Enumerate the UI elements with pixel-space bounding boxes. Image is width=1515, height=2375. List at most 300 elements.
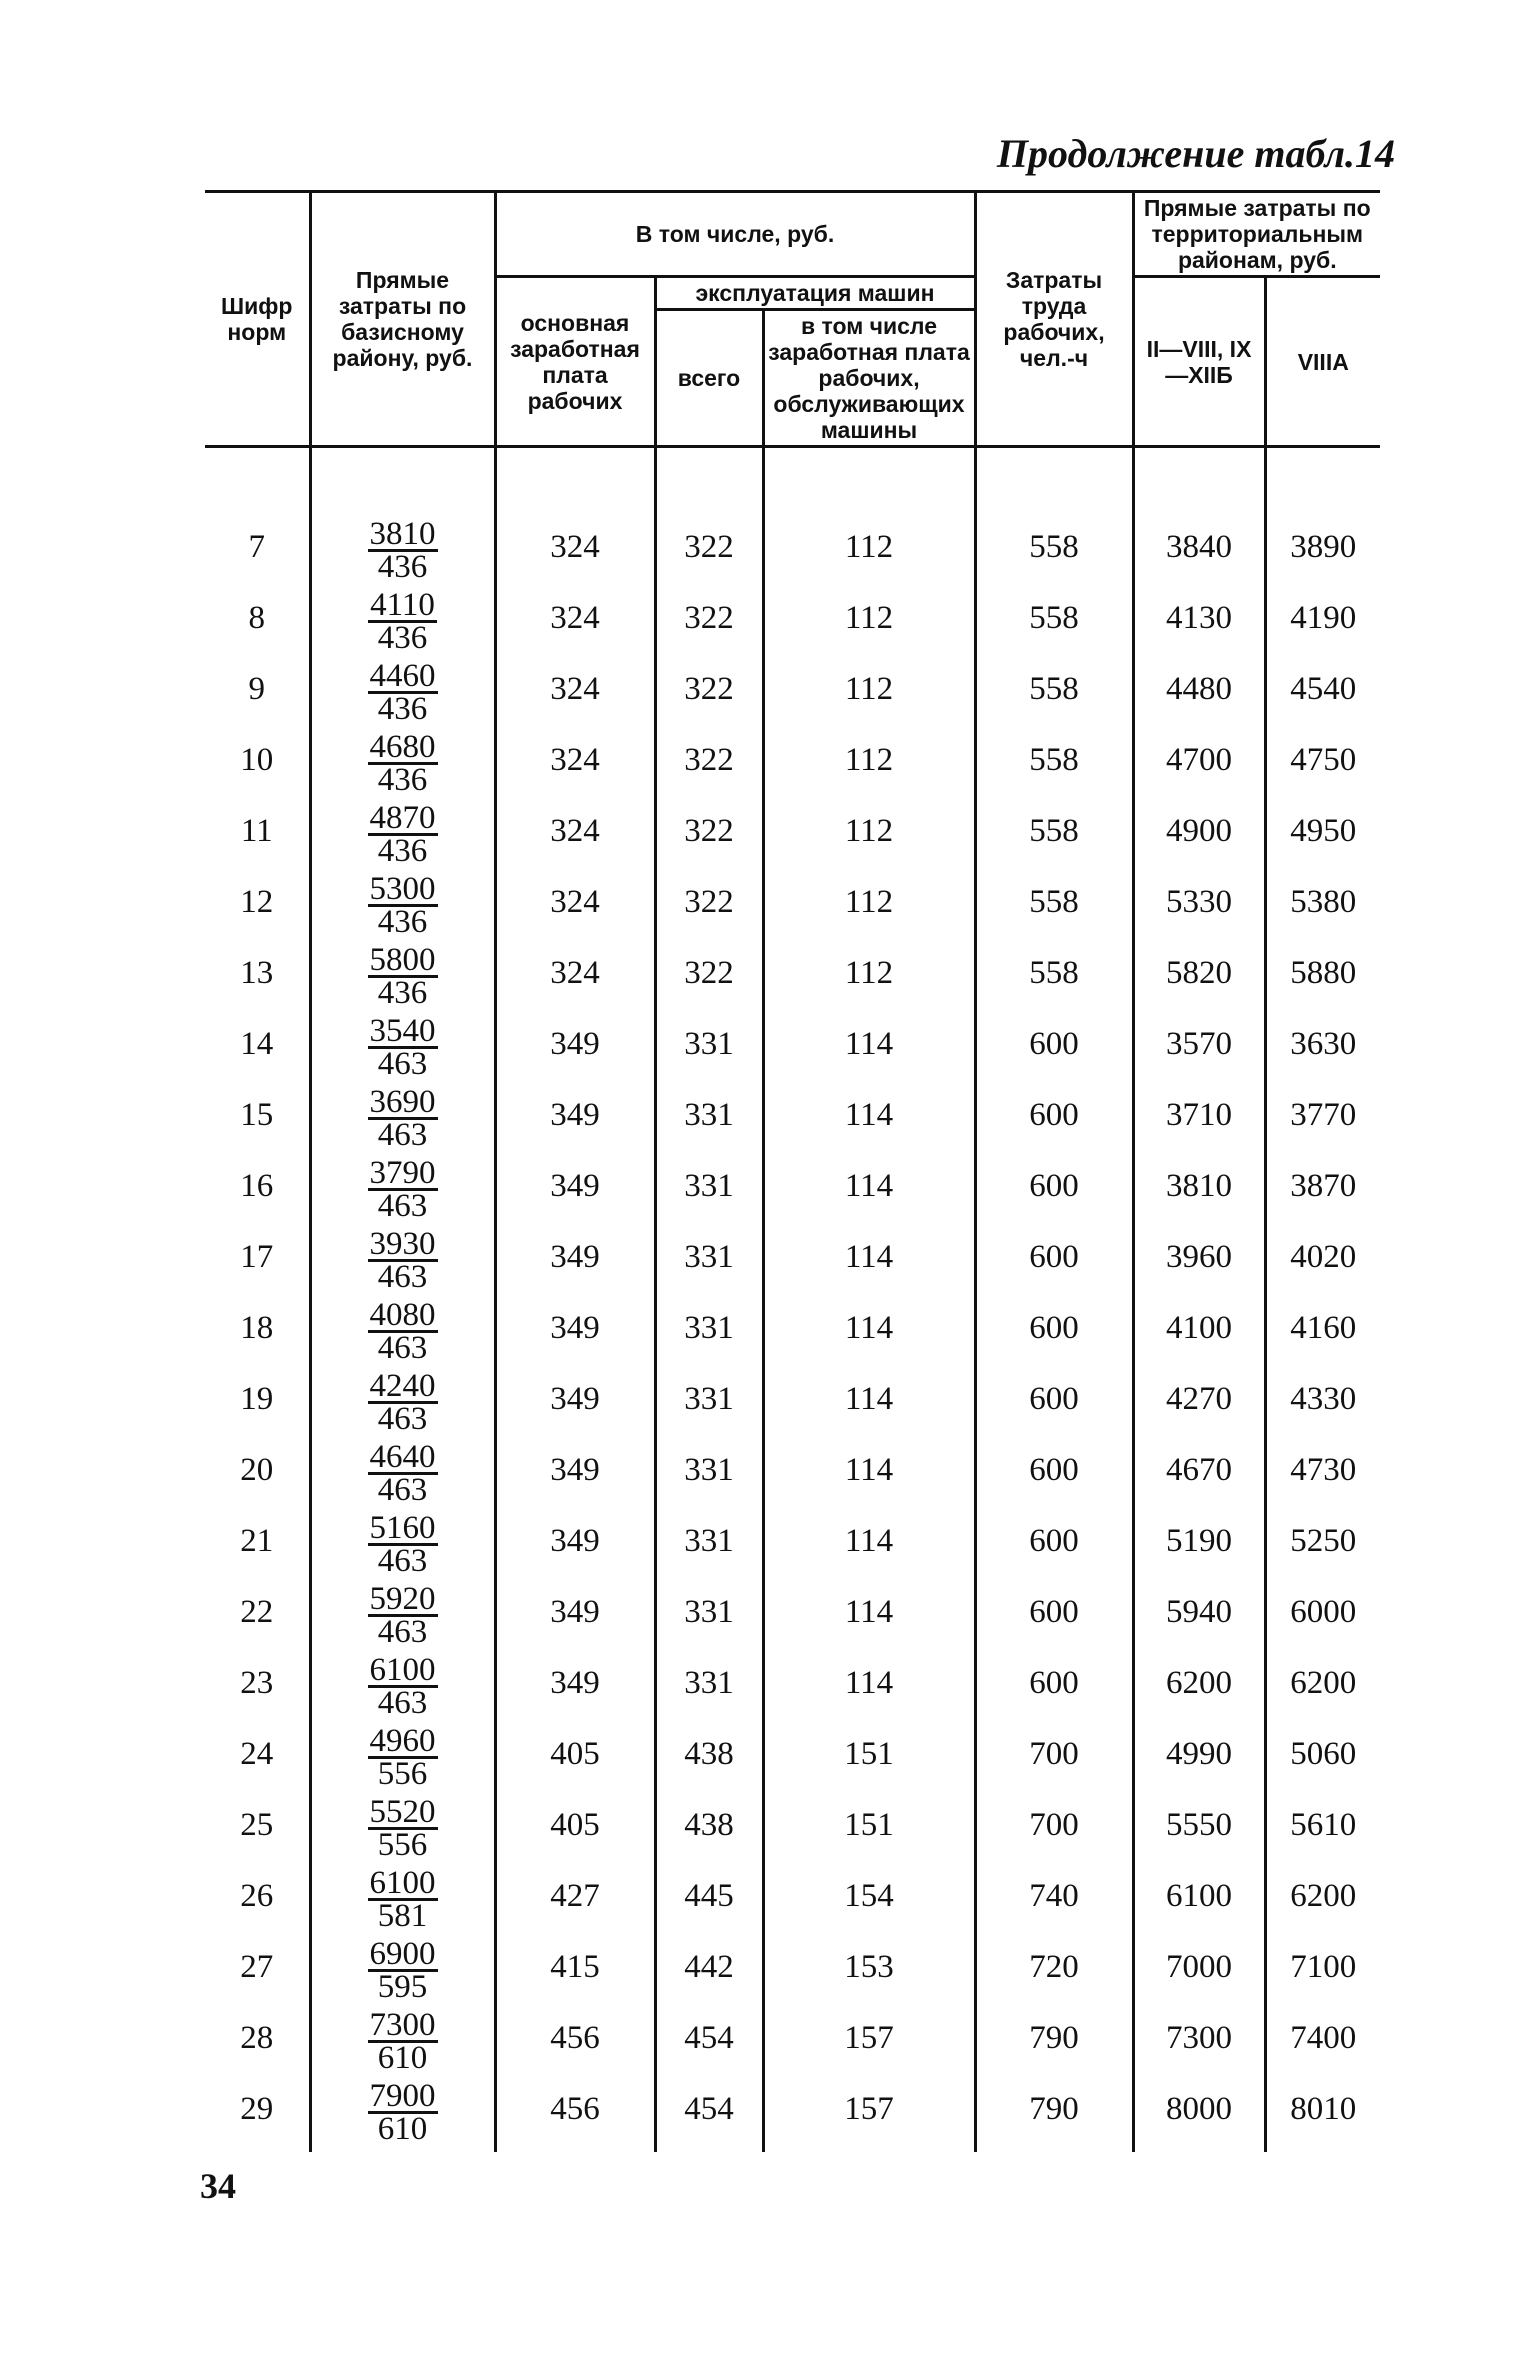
table-caption: Продолжение табл.14 (996, 131, 1395, 176)
cell-machine-wage (763, 1442, 975, 1513)
cell-region-1-value: 3810 (1166, 1168, 1233, 1204)
cell-code (205, 1797, 310, 1868)
cell-labor (975, 1371, 1133, 1442)
cell-region-2-value: 4330 (1290, 1381, 1357, 1417)
cell-labor (975, 1939, 1133, 2010)
cell-region-2 (1265, 519, 1380, 590)
cell-machine-total-value: 322 (684, 884, 734, 920)
cell-machine-total (655, 1584, 763, 1655)
header-basic-wage: основная заработная плата рабочих (495, 277, 655, 447)
cell-region-2-value: 3770 (1290, 1097, 1357, 1133)
fraction-numerator: 6100 (369, 1652, 436, 1688)
fraction-numerator: 7900 (369, 2078, 436, 2114)
cell-machine-total (655, 1300, 763, 1371)
fraction-denominator: 463 (377, 1188, 428, 1224)
cell-labor (975, 803, 1133, 874)
cell-machine-total (655, 874, 763, 945)
fraction (368, 1155, 438, 1224)
cell-machine-wage (763, 1229, 975, 1300)
cell-basic-wage-value: 349 (550, 1026, 600, 1062)
cell-region-2 (1265, 1868, 1380, 1939)
fraction-denominator: 595 (377, 1969, 428, 2005)
cell-labor-value: 558 (1029, 955, 1079, 991)
cell-machine-wage-value: 154 (844, 1878, 894, 1914)
cell-region-1 (1133, 1868, 1265, 1939)
cell-machine-total (655, 1726, 763, 1797)
cell-basic-wage-value: 456 (550, 2020, 600, 2056)
cell-region-2 (1265, 1726, 1380, 1797)
cell-region-2-value: 5380 (1290, 884, 1357, 920)
cell-region-2-value: 6000 (1290, 1594, 1357, 1630)
fraction-denominator: 463 (377, 1401, 428, 1437)
cell-labor-value: 600 (1029, 1168, 1079, 1204)
cell-region-2-value: 6200 (1290, 1878, 1357, 1914)
table-row (205, 1300, 1380, 1371)
cell-region-2-value: 8010 (1290, 2091, 1357, 2127)
cell-code-value: 7 (248, 529, 265, 565)
cell-region-1 (1133, 874, 1265, 945)
cell-code-value: 16 (240, 1168, 274, 1204)
cell-labor (975, 1087, 1133, 1158)
cell-code (205, 1584, 310, 1655)
table-row (205, 945, 1380, 1016)
fraction (368, 2078, 438, 2147)
cell-labor (975, 1868, 1133, 1939)
cell-machine-wage-value: 151 (844, 1736, 894, 1772)
cell-region-1-value: 4100 (1166, 1310, 1233, 1346)
table-row (205, 1016, 1380, 1087)
cell-machine-total-value: 438 (684, 1807, 734, 1843)
cell-basic-wage-value: 349 (550, 1381, 600, 1417)
cell-region-1 (1133, 1513, 1265, 1584)
cell-machine-total-value: 438 (684, 1736, 734, 1772)
fraction (368, 1581, 438, 1650)
cell-region-2-value: 5610 (1290, 1807, 1357, 1843)
cell-code-value: 25 (240, 1807, 274, 1843)
cell-region-1 (1133, 661, 1265, 732)
cell-machine-total (655, 803, 763, 874)
fraction (368, 942, 438, 1011)
cell-code (205, 2010, 310, 2081)
cell-direct-base (310, 1936, 495, 2010)
cell-region-2 (1265, 1158, 1380, 1229)
cell-labor-value: 600 (1029, 1594, 1079, 1630)
table-row (205, 1371, 1380, 1442)
cell-labor-value: 600 (1029, 1026, 1079, 1062)
cell-labor (975, 945, 1133, 1016)
cell-region-2-value: 5880 (1290, 955, 1357, 991)
cell-direct-base (310, 516, 495, 590)
cell-region-1-value: 4900 (1166, 813, 1233, 849)
cell-region-1 (1133, 2081, 1265, 2152)
cell-region-1 (1133, 1229, 1265, 1300)
cell-code (205, 1371, 310, 1442)
cell-machine-wage (763, 590, 975, 661)
table-row (205, 1158, 1380, 1229)
cell-region-1-value: 7000 (1166, 1949, 1233, 1985)
fraction-numerator: 4680 (369, 729, 436, 765)
cell-region-1-value: 3710 (1166, 1097, 1233, 1133)
cell-region-2-value: 7100 (1290, 1949, 1357, 1985)
fraction-denominator: 610 (377, 2111, 428, 2147)
cell-region-1-value: 5330 (1166, 884, 1233, 920)
cell-region-1 (1133, 1371, 1265, 1442)
cell-labor-value: 600 (1029, 1665, 1079, 1701)
cell-code (205, 590, 310, 661)
fraction (368, 1013, 438, 1082)
cell-region-2 (1265, 732, 1380, 803)
cell-region-1 (1133, 1655, 1265, 1726)
cell-machine-total-value: 454 (684, 2091, 734, 2127)
cell-machine-wage-value: 114 (844, 1452, 894, 1488)
cell-machine-total-value: 331 (684, 1097, 734, 1133)
cell-basic-wage (495, 1868, 655, 1939)
cell-direct-base (310, 2078, 495, 2152)
cell-labor-value: 558 (1029, 742, 1079, 778)
header-direct-base: Прямые затраты по базисному району, руб. (310, 192, 495, 447)
cell-code-value: 23 (240, 1665, 274, 1701)
cell-machine-wage (763, 1655, 975, 1726)
cell-code-value: 27 (240, 1949, 274, 1985)
cell-region-2 (1265, 2010, 1380, 2081)
cell-machine-wage (763, 1513, 975, 1584)
cell-machine-total-value: 331 (684, 1665, 734, 1701)
cell-basic-wage (495, 874, 655, 945)
cell-direct-base (310, 1439, 495, 1513)
fraction (368, 800, 438, 869)
cell-code (205, 1158, 310, 1229)
fraction (368, 516, 438, 585)
fraction-denominator: 463 (377, 1685, 428, 1721)
cell-code-value: 18 (240, 1310, 274, 1346)
cell-region-1-value: 4480 (1166, 671, 1233, 707)
cell-region-2 (1265, 1655, 1380, 1726)
cell-region-2-value: 3890 (1290, 529, 1357, 565)
cell-code-value: 11 (240, 813, 273, 849)
cell-region-2-value: 3630 (1290, 1026, 1357, 1062)
cell-region-1 (1133, 1726, 1265, 1797)
cell-code-value: 21 (240, 1523, 274, 1559)
cell-direct-base (310, 1865, 495, 1939)
cell-region-1-value: 3960 (1166, 1239, 1233, 1275)
fraction-denominator: 463 (377, 1472, 428, 1508)
fraction-numerator: 4080 (369, 1297, 436, 1333)
cell-machine-wage-value: 112 (844, 884, 894, 920)
fraction-numerator: 4110 (370, 587, 435, 623)
cell-region-1 (1133, 1016, 1265, 1087)
cell-region-2-value: 4750 (1290, 742, 1357, 778)
cell-basic-wage (495, 2081, 655, 2152)
cell-labor-value: 740 (1029, 1878, 1079, 1914)
cell-basic-wage (495, 1300, 655, 1371)
cell-region-2-value: 4190 (1290, 600, 1357, 636)
cell-machine-wage (763, 803, 975, 874)
cell-direct-base (310, 729, 495, 803)
cell-code-value: 17 (240, 1239, 274, 1275)
cell-basic-wage-value: 349 (550, 1097, 600, 1133)
cell-basic-wage (495, 1513, 655, 1584)
cost-table (205, 190, 1380, 2152)
fraction-denominator: 556 (377, 1756, 428, 1792)
cell-machine-wage (763, 1158, 975, 1229)
cell-basic-wage (495, 1087, 655, 1158)
cell-basic-wage (495, 1158, 655, 1229)
cell-basic-wage-value: 324 (550, 600, 600, 636)
cell-region-2-value: 5250 (1290, 1523, 1357, 1559)
fraction (368, 658, 438, 727)
cell-code (205, 1300, 310, 1371)
cell-code (205, 519, 310, 590)
cell-code-value: 19 (240, 1381, 274, 1417)
cell-region-1-value: 4270 (1166, 1381, 1233, 1417)
cell-code-value: 13 (240, 955, 274, 991)
table-row (205, 1087, 1380, 1158)
fraction (368, 1297, 438, 1366)
cell-basic-wage (495, 1442, 655, 1513)
cell-machine-total (655, 1229, 763, 1300)
cell-machine-total (655, 2081, 763, 2152)
cell-basic-wage-value: 427 (550, 1878, 600, 1914)
header-machine-op: эксплуатация машин (655, 277, 975, 310)
cell-machine-wage (763, 1584, 975, 1655)
cell-labor (975, 2010, 1133, 2081)
cell-machine-total-value: 454 (684, 2020, 734, 2056)
cell-basic-wage (495, 1016, 655, 1087)
cell-machine-wage (763, 1371, 975, 1442)
cell-region-1-value: 6100 (1166, 1878, 1233, 1914)
cell-region-2 (1265, 2081, 1380, 2152)
cell-basic-wage (495, 1371, 655, 1442)
cell-region-1-value: 3840 (1166, 529, 1233, 565)
cell-machine-total-value: 331 (684, 1310, 734, 1346)
cell-basic-wage-value: 415 (550, 1949, 600, 1985)
cell-code-value: 29 (240, 2091, 274, 2127)
header-spacer (205, 447, 1380, 520)
fraction-numerator: 5300 (369, 871, 436, 907)
cell-region-2 (1265, 1797, 1380, 1868)
cell-direct-base (310, 1013, 495, 1087)
cell-direct-base (310, 800, 495, 874)
cell-machine-wage-value: 114 (844, 1168, 894, 1204)
table-body (205, 447, 1380, 2153)
fraction-numerator: 6100 (369, 1865, 436, 1901)
cell-code (205, 1442, 310, 1513)
cell-machine-wage-value: 114 (844, 1381, 894, 1417)
fraction-numerator: 5800 (369, 942, 436, 978)
table-row (205, 803, 1380, 874)
cell-basic-wage-value: 324 (550, 955, 600, 991)
cell-labor (975, 1158, 1133, 1229)
fraction (368, 1439, 438, 1508)
fraction-numerator: 6900 (369, 1936, 436, 1972)
table-row (205, 519, 1380, 590)
fraction (368, 1510, 438, 1579)
cell-labor-value: 558 (1029, 600, 1079, 636)
cell-labor-value: 790 (1029, 2020, 1079, 2056)
cell-labor (975, 1584, 1133, 1655)
cell-direct-base (310, 1226, 495, 1300)
cell-machine-total (655, 732, 763, 803)
header-direct-regional: Прямые затраты по территориальным районам, руб. (1133, 192, 1380, 277)
cell-machine-wage (763, 1726, 975, 1797)
cell-region-2 (1265, 1371, 1380, 1442)
cell-machine-total (655, 1797, 763, 1868)
cell-labor (975, 1442, 1133, 1513)
fraction (368, 1794, 438, 1863)
cell-code (205, 661, 310, 732)
fraction-denominator: 436 (377, 691, 428, 727)
cell-code-value: 28 (240, 2020, 274, 2056)
header-including: В том числе, руб. (495, 192, 975, 277)
cell-machine-total (655, 1513, 763, 1584)
cell-basic-wage-value: 349 (550, 1665, 600, 1701)
table-row (205, 2081, 1380, 2152)
cell-machine-total (655, 1087, 763, 1158)
cell-region-1 (1133, 1442, 1265, 1513)
table-row (205, 1939, 1380, 2010)
fraction-denominator: 436 (377, 904, 428, 940)
cell-code (205, 1655, 310, 1726)
cell-region-1-value: 7300 (1166, 2020, 1233, 2056)
cell-region-1 (1133, 1300, 1265, 1371)
fraction-numerator: 5520 (369, 1794, 436, 1830)
cell-machine-total (655, 1158, 763, 1229)
cell-direct-base (310, 587, 495, 661)
cell-region-1-value: 4990 (1166, 1736, 1233, 1772)
fraction-denominator: 463 (377, 1543, 428, 1579)
cell-direct-base (310, 1155, 495, 1229)
cell-machine-total-value: 331 (684, 1239, 734, 1275)
cell-basic-wage-value: 324 (550, 884, 600, 920)
cell-region-1-value: 3570 (1166, 1026, 1233, 1062)
cell-labor-value: 558 (1029, 813, 1079, 849)
table-row (205, 661, 1380, 732)
table-row (205, 1513, 1380, 1584)
header-machine-total: всего (655, 310, 763, 447)
cell-labor-value: 558 (1029, 529, 1079, 565)
cell-labor (975, 519, 1133, 590)
cell-machine-wage-value: 114 (844, 1097, 894, 1133)
cell-labor (975, 732, 1133, 803)
cell-basic-wage-value: 324 (550, 529, 600, 565)
fraction (368, 1865, 438, 1934)
cell-machine-total (655, 1016, 763, 1087)
cell-code-value: 9 (248, 671, 265, 707)
cell-region-2-value: 6200 (1290, 1665, 1357, 1701)
cell-region-1 (1133, 519, 1265, 590)
cell-basic-wage-value: 349 (550, 1168, 600, 1204)
cell-machine-wage-value: 114 (844, 1594, 894, 1630)
cell-basic-wage (495, 2010, 655, 2081)
cell-region-1 (1133, 945, 1265, 1016)
cell-machine-wage (763, 732, 975, 803)
fraction-numerator: 5920 (369, 1581, 436, 1617)
cell-machine-wage-value: 112 (844, 671, 894, 707)
cell-code-value: 26 (240, 1878, 274, 1914)
cell-labor (975, 1655, 1133, 1726)
fraction (368, 1723, 438, 1792)
cell-direct-base (310, 658, 495, 732)
cell-region-2-value: 4160 (1290, 1310, 1357, 1346)
cell-region-2 (1265, 1513, 1380, 1584)
cell-labor (975, 1513, 1133, 1584)
cell-region-2 (1265, 874, 1380, 945)
cell-code-value: 12 (240, 884, 274, 920)
fraction (368, 587, 437, 656)
cell-machine-total-value: 445 (684, 1878, 734, 1914)
cell-machine-wage-value: 114 (844, 1665, 894, 1701)
cell-region-1-value: 4670 (1166, 1452, 1233, 1488)
fraction (368, 1226, 438, 1295)
cell-basic-wage-value: 456 (550, 2091, 600, 2127)
cell-code (205, 1016, 310, 1087)
table-row (205, 2010, 1380, 2081)
cell-machine-total-value: 331 (684, 1168, 734, 1204)
cell-machine-total (655, 2010, 763, 2081)
fraction-numerator: 3810 (369, 516, 436, 552)
cell-machine-total-value: 331 (684, 1381, 734, 1417)
cell-machine-total-value: 322 (684, 955, 734, 991)
table-row (205, 1868, 1380, 1939)
cell-machine-wage-value: 112 (844, 600, 894, 636)
cell-labor-value: 558 (1029, 671, 1079, 707)
fraction-numerator: 3540 (369, 1013, 436, 1049)
cell-basic-wage (495, 1797, 655, 1868)
cell-basic-wage-value: 349 (550, 1239, 600, 1275)
fraction (368, 1084, 438, 1153)
cell-region-1 (1133, 1087, 1265, 1158)
cell-code-value: 15 (240, 1097, 274, 1133)
cell-region-2 (1265, 1442, 1380, 1513)
fraction-denominator: 436 (377, 762, 428, 798)
fraction-numerator: 4870 (369, 800, 436, 836)
cell-machine-wage (763, 519, 975, 590)
cell-machine-wage (763, 661, 975, 732)
cell-region-1 (1133, 1158, 1265, 1229)
cell-code-value: 22 (240, 1594, 274, 1630)
cell-direct-base (310, 1723, 495, 1797)
cell-machine-total (655, 1371, 763, 1442)
fraction-denominator: 436 (377, 833, 428, 869)
cell-code (205, 874, 310, 945)
cell-machine-total (655, 519, 763, 590)
cell-labor (975, 2081, 1133, 2152)
cell-machine-wage (763, 1087, 975, 1158)
cell-region-2 (1265, 803, 1380, 874)
cell-machine-total (655, 945, 763, 1016)
cell-labor (975, 1229, 1133, 1300)
cell-region-2-value: 4730 (1290, 1452, 1357, 1488)
fraction-numerator: 3790 (369, 1155, 436, 1191)
cell-direct-base (310, 1297, 495, 1371)
header-labor: Затраты труда рабочих, чел.-ч (975, 192, 1133, 447)
cell-code (205, 1939, 310, 2010)
fraction-denominator: 463 (377, 1614, 428, 1650)
fraction (368, 1368, 438, 1437)
cell-region-2 (1265, 1016, 1380, 1087)
cell-region-1 (1133, 732, 1265, 803)
cell-machine-total-value: 442 (684, 1949, 734, 1985)
cell-machine-wage-value: 153 (844, 1949, 894, 1985)
cell-machine-wage-value: 114 (844, 1026, 894, 1062)
cell-machine-wage-value: 157 (844, 2020, 894, 2056)
cell-basic-wage-value: 349 (550, 1594, 600, 1630)
cell-labor-value: 600 (1029, 1452, 1079, 1488)
cell-region-2 (1265, 1584, 1380, 1655)
cell-basic-wage (495, 590, 655, 661)
cell-machine-total-value: 322 (684, 529, 734, 565)
cell-region-1-value: 5820 (1166, 955, 1233, 991)
